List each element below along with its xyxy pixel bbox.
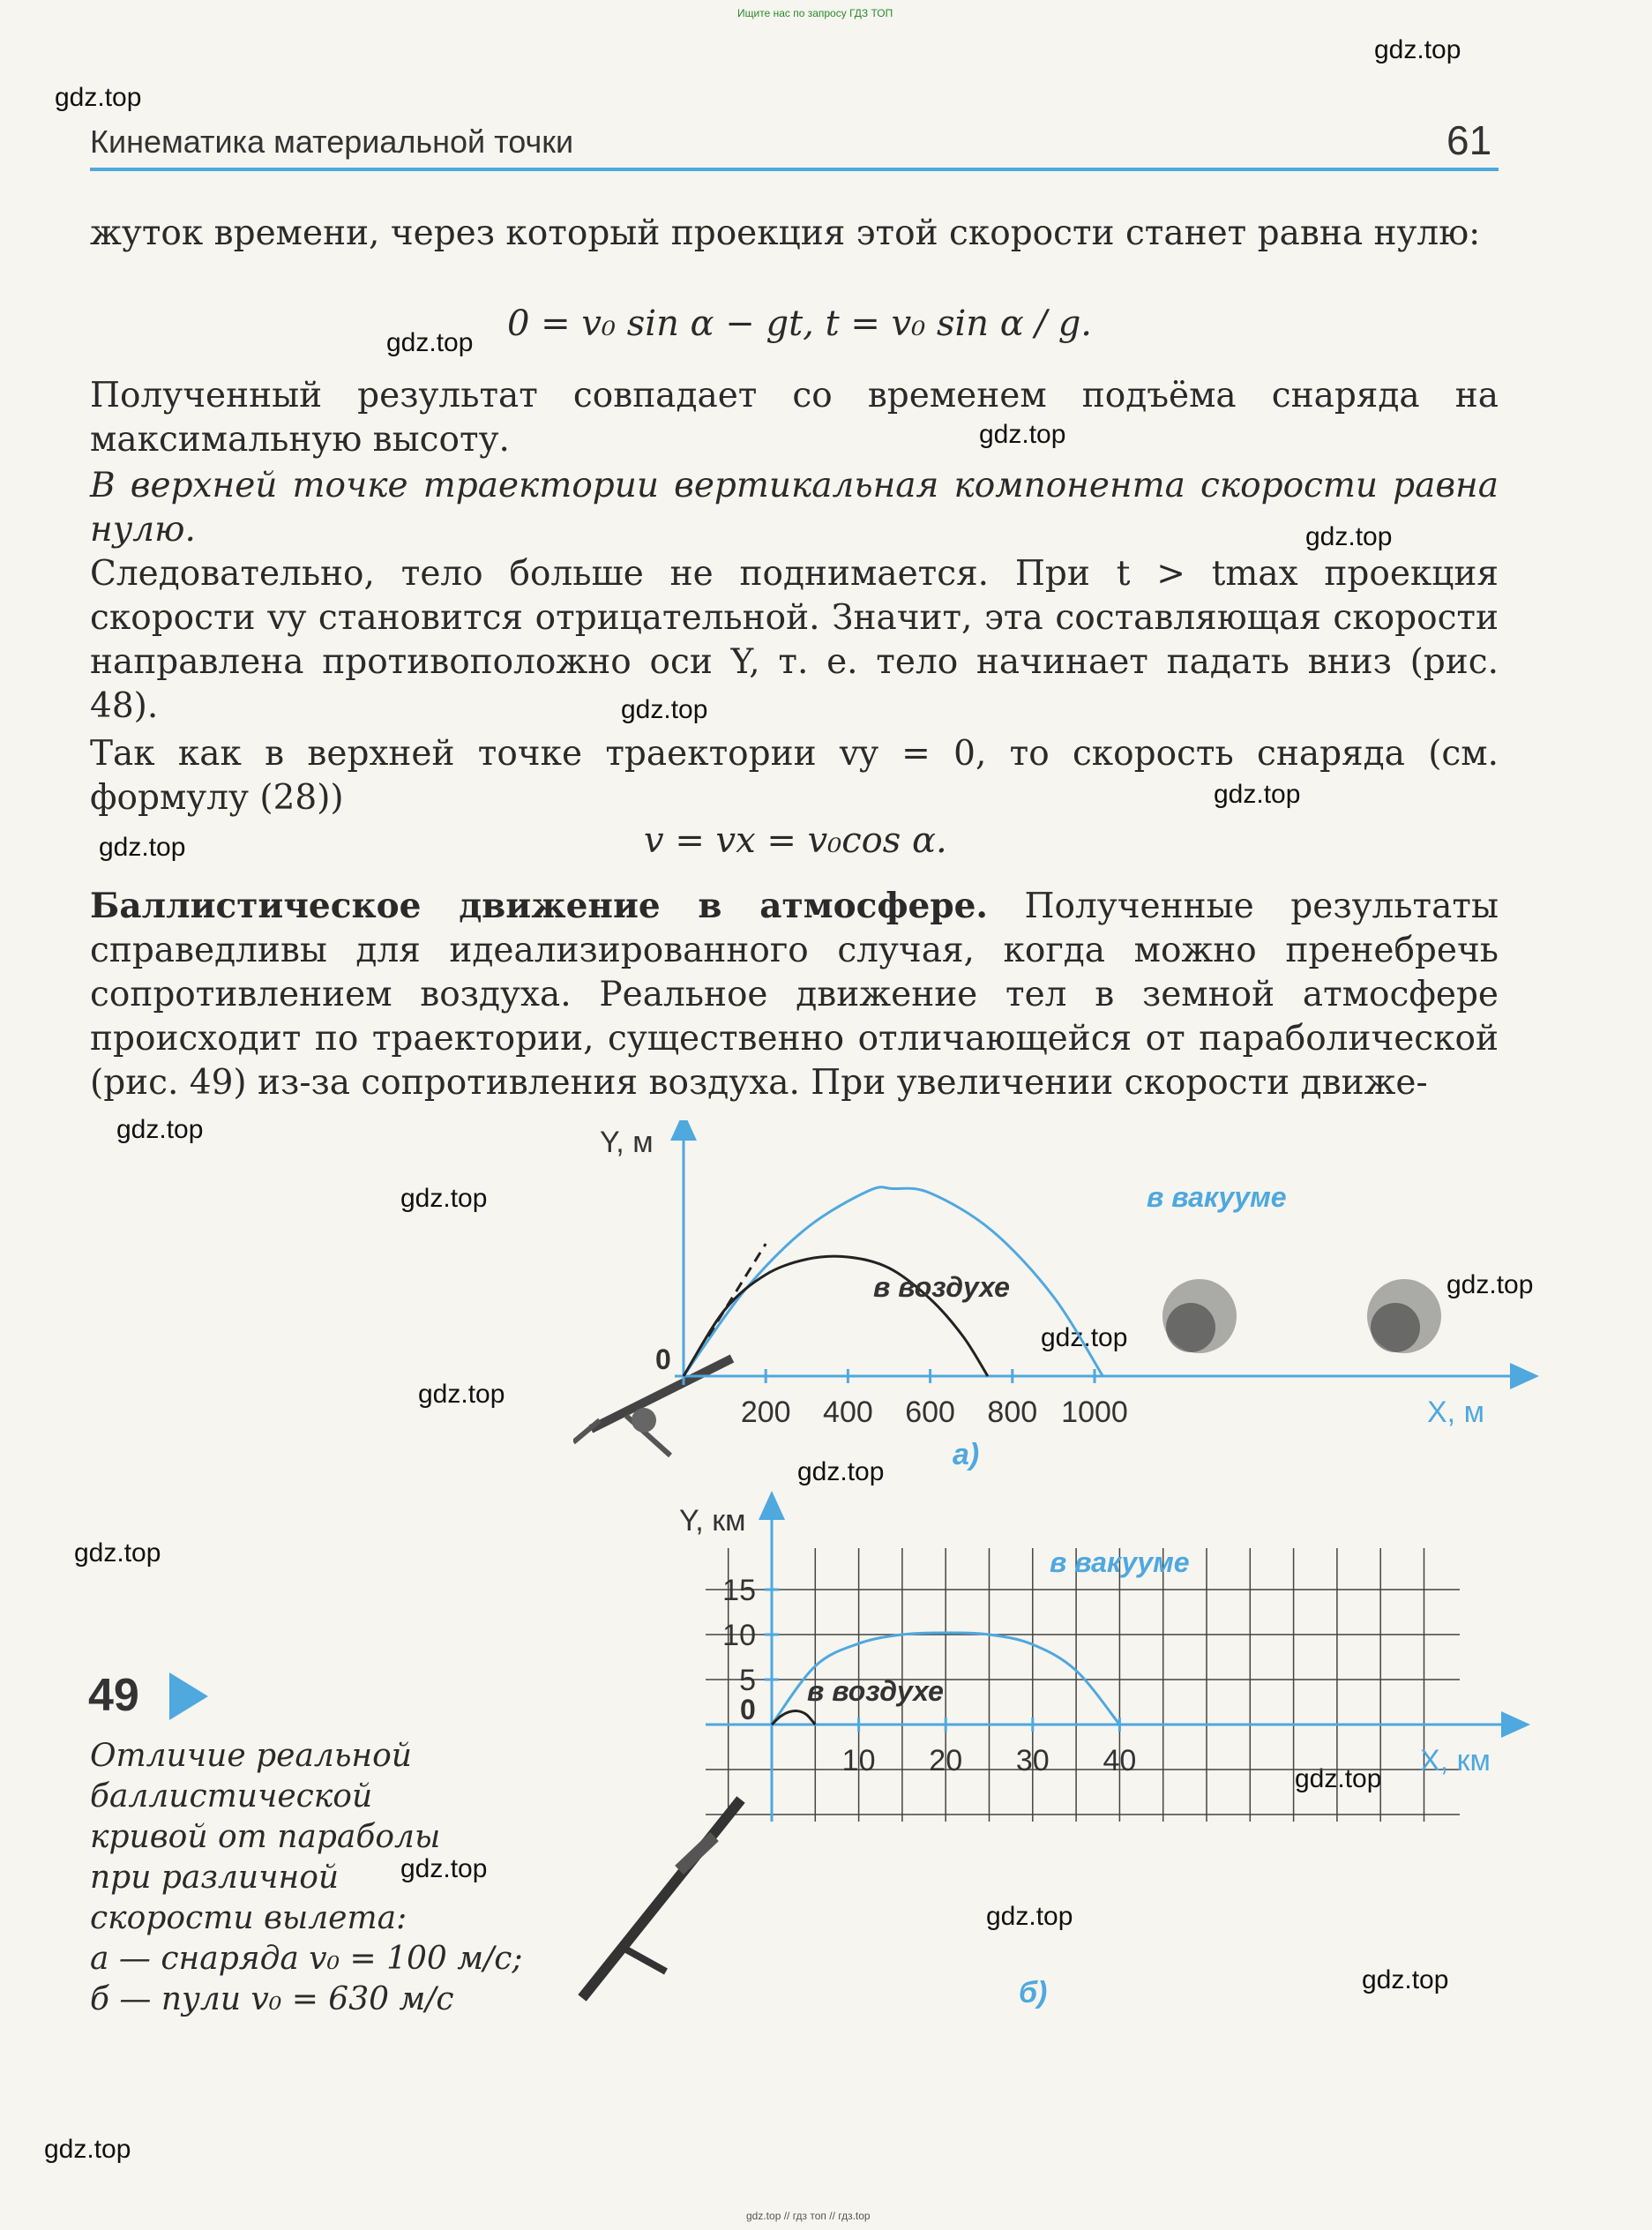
watermark: gdz.top xyxy=(400,1184,488,1213)
series-label-air: в воздухе xyxy=(873,1271,1010,1303)
chart-b xyxy=(573,1491,1544,2020)
caption-line: б — пули v₀ = 630 м/с xyxy=(90,1981,454,2017)
origin-label: 0 xyxy=(740,1694,756,1725)
x-tick-label: 800 xyxy=(987,1396,1038,1429)
x-axis-label: X, м xyxy=(1427,1396,1484,1429)
page-number: 61 xyxy=(1446,117,1492,163)
y-tick-label: 15 xyxy=(722,1574,756,1607)
y-tick-label: 10 xyxy=(722,1619,756,1652)
watermark: gdz.top xyxy=(1374,35,1461,64)
watermark: gdz.top xyxy=(986,1902,1073,1931)
top-note: Ищите нас по запросу ГДЗ ТОП xyxy=(737,7,893,19)
figure-caption xyxy=(90,1736,549,2020)
impact-smoke xyxy=(1371,1303,1420,1352)
x-tick-label: 400 xyxy=(823,1396,873,1429)
watermark: gdz.top xyxy=(797,1457,885,1486)
paragraph-text: Полученные результаты справедливы для идеализированного случая, когда можно пренебречь сопротивлением воздуха. Реальное движение тел в земной атмосфере происходит по траектории, существенно отличающейся от параболической (рис. 49) из-за сопротивления воздуха. При увеличении скорости движе- xyxy=(90,887,1499,1103)
paragraph: Так как в верхней точке траектории vy = 0, то скорость снаряда (см. формулу (28)) xyxy=(90,734,1499,818)
watermark: gdz.top xyxy=(44,2135,131,2164)
watermark: gdz.top xyxy=(1295,1764,1382,1793)
watermark: gdz.top xyxy=(74,1538,161,1568)
y-axis-label: Y, м xyxy=(600,1126,654,1159)
impact-smoke xyxy=(1166,1303,1215,1352)
x-axis-label: X, км xyxy=(1420,1744,1491,1777)
watermark: gdz.top xyxy=(1214,780,1301,809)
x-tick-label: 20 xyxy=(929,1744,963,1777)
x-tick-label: 1000 xyxy=(1061,1396,1128,1429)
paragraph-ballistic xyxy=(90,884,1499,1105)
watermark: gdz.top xyxy=(621,695,708,724)
watermark: gdz.top xyxy=(1041,1323,1128,1352)
figure-marker-icon xyxy=(169,1672,208,1724)
watermark: gdz.top xyxy=(400,1854,488,1883)
rifle-illustration xyxy=(582,1800,741,1998)
figure-number: 49 xyxy=(88,1670,139,1721)
watermark: gdz.top xyxy=(1446,1270,1534,1299)
paragraph: жуток времени, через который проекция этой скорости станет равна нулю: xyxy=(90,213,1481,253)
watermark: gdz.top xyxy=(386,328,474,357)
x-tick-label: 30 xyxy=(1015,1744,1050,1777)
caption-line: а — снаряда v₀ = 100 м/с; xyxy=(90,1941,523,1977)
x-tick-label: 10 xyxy=(841,1744,876,1777)
paragraph: Полученный результат совпадает со временем подъёма снаряда на максимальную высоту. xyxy=(90,376,1499,460)
watermark: gdz.top xyxy=(1305,522,1393,551)
caption-line: Отличие реальной xyxy=(90,1738,412,1774)
section-heading: Баллистическое движение в атмосфере. xyxy=(90,886,988,926)
caption-line: скорости вылета: xyxy=(90,1900,407,1936)
caption-line: кривой от параболы xyxy=(90,1819,441,1855)
watermark: gdz.top xyxy=(979,420,1066,449)
running-header: Кинематика материальной точки xyxy=(90,123,574,160)
panel-label: а) xyxy=(953,1438,980,1471)
rule-statement: В верхней точке траектории вертикальная компонента скорости равна нулю. xyxy=(90,466,1499,550)
x-tick-label: 40 xyxy=(1103,1744,1137,1777)
watermark: gdz.top xyxy=(99,833,186,862)
origin-label: 0 xyxy=(655,1343,671,1375)
y-axis-label: Y, км xyxy=(679,1504,746,1538)
watermark: gdz.top xyxy=(116,1115,204,1144)
formula-time: 0 = v₀ sin α − gt, t = v₀ sin α / g. xyxy=(507,303,1093,344)
y-tick-label: 5 xyxy=(739,1664,756,1697)
x-tick-label: 600 xyxy=(905,1396,955,1429)
formula-velocity: v = vx = v₀cos α. xyxy=(644,820,947,861)
header-rule xyxy=(90,168,1499,171)
bottom-note: gdz.top // гдз топ // гдз.top xyxy=(746,2210,871,2222)
series-label-vacuum: в вакууме xyxy=(1050,1546,1190,1578)
watermark: gdz.top xyxy=(55,83,142,112)
chart-a xyxy=(573,1120,1544,1473)
series-label-air: в воздухе xyxy=(807,1675,944,1707)
watermark: gdz.top xyxy=(1362,1965,1449,1994)
caption-line: баллистической xyxy=(90,1778,373,1815)
cannon-illustration xyxy=(573,1358,732,1455)
watermark: gdz.top xyxy=(418,1380,505,1409)
caption-line: при различной xyxy=(90,1860,340,1896)
x-tick-label: 200 xyxy=(740,1396,791,1429)
series-label-vacuum: в вакууме xyxy=(1147,1181,1287,1213)
paragraph: Следовательно, тело больше не поднимается. При t > tmax проекция скорости vy становится отрицательной. Значит, эта составляющая скорости направлена противоположно оси Y, т. е. тело начинает падать вниз (рис. 48). xyxy=(90,554,1499,726)
panel-label: б) xyxy=(1019,1976,1048,2009)
